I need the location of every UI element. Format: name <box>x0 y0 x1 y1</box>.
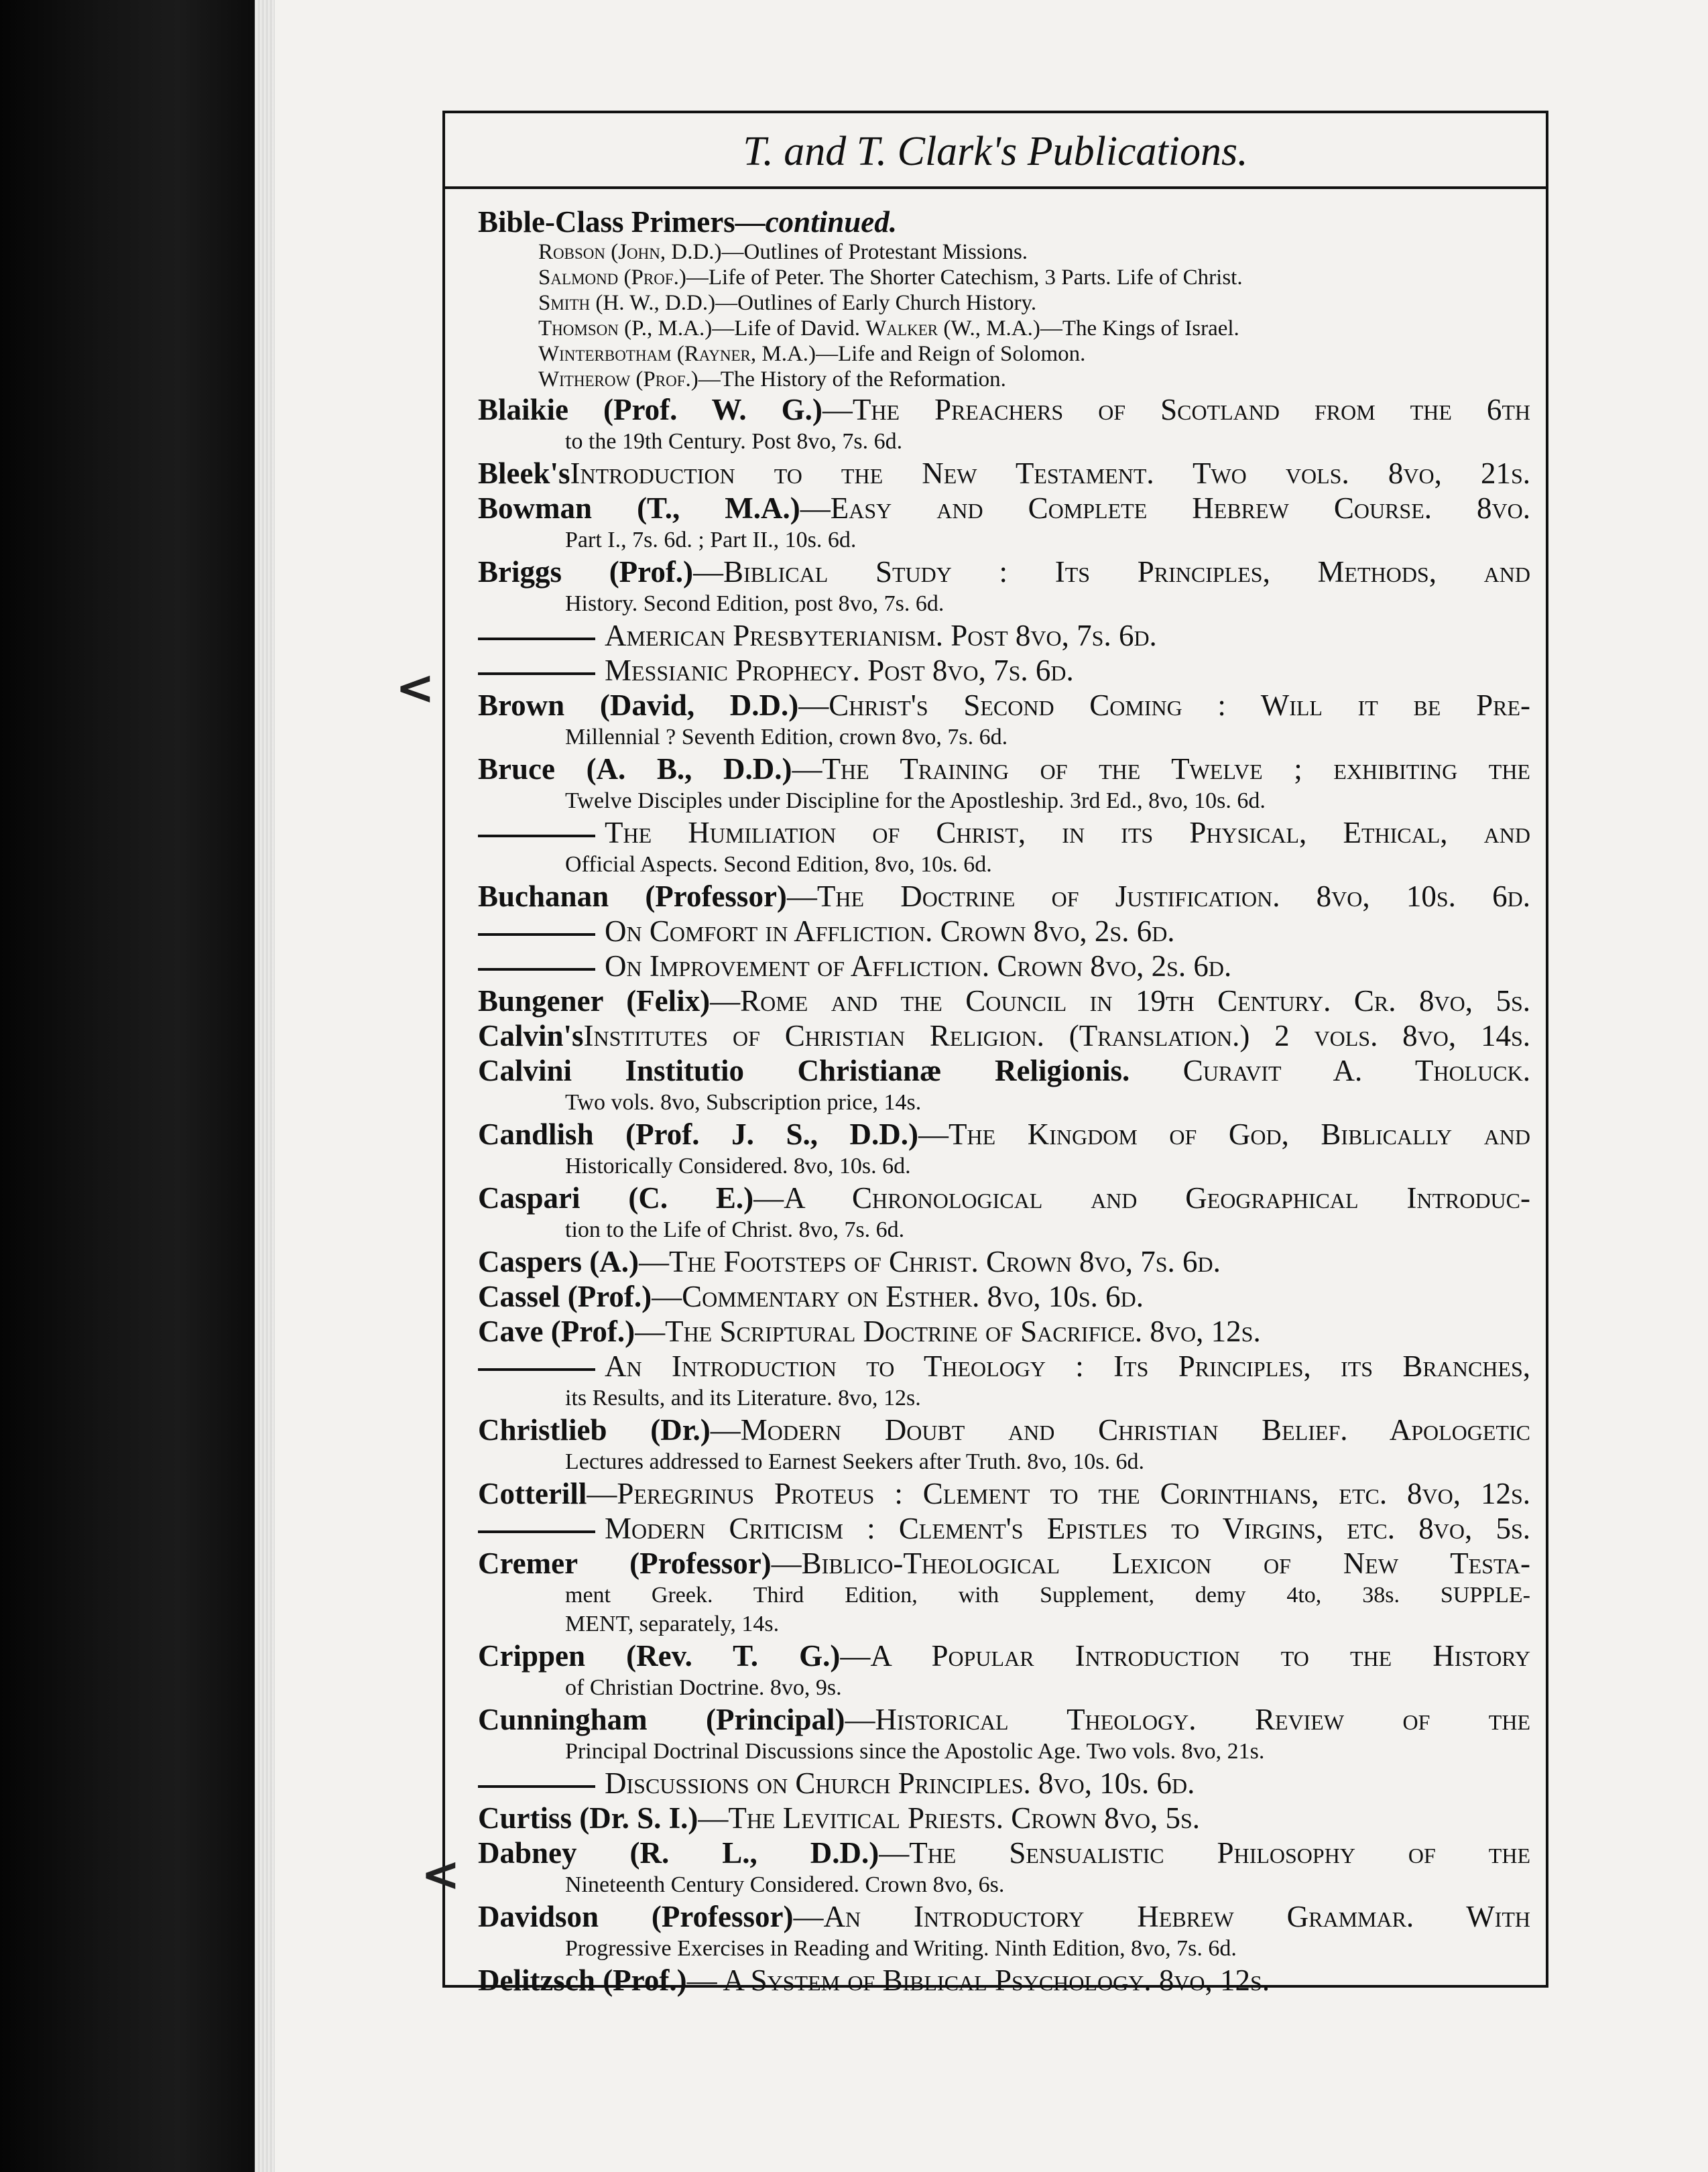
entry-title: —The Sensualistic Philosophy of the <box>879 1836 1530 1870</box>
catalogue-entry <box>478 879 1530 914</box>
entry-continuation <box>478 1088 1530 1117</box>
primer-title: —The History of the Reformation. <box>698 367 1006 391</box>
entry-detail: Part I., 7s. 6d. ; Part II., 10s. 6d. <box>565 528 857 552</box>
entry-continuation <box>478 1581 1530 1610</box>
entry-detail: Two vols. 8vo, Subscription price, 14s. <box>565 1090 922 1115</box>
entry-title: —The Footsteps of Christ. Crown 8vo, 7s. 6d. <box>638 1245 1221 1278</box>
primer-author: Walker (W., M.A.) <box>865 316 1040 341</box>
entry-continuation <box>478 1384 1530 1412</box>
catalogue-entry <box>478 1702 1530 1737</box>
entry-continuation <box>478 1215 1530 1244</box>
entry-detail: ment Greek. Third Edition, with Supplement, demy 4to, 38s. SUPPLE- <box>565 1583 1530 1608</box>
entry-detail: to the 19th Century. Post 8vo, 7s. 6d. <box>565 429 903 454</box>
primer-item <box>478 239 1530 265</box>
primer-item <box>478 341 1530 367</box>
primer-title: —Outlines of Protestant Missions. <box>721 240 1028 264</box>
entry-title: —Modern Doubt and Christian Belief. Apologetic <box>710 1413 1530 1447</box>
margin-mark-1: < <box>395 660 435 715</box>
catalogue-entry <box>478 456 1530 491</box>
catalogue-entry <box>478 392 1530 427</box>
entry-title: American Presbyterianism. Post 8vo, 7s. 6d. <box>605 619 1157 652</box>
entry-continuation <box>478 526 1530 554</box>
catalogue-entry <box>478 1244 1530 1279</box>
catalogue-list <box>478 204 1530 1998</box>
primer-author: Robson (John, D.D.) <box>538 240 722 264</box>
entry-detail: Progressive Exercises in Reading and Writing. Ninth Edition, 8vo, 7s. 6d. <box>565 1936 1237 1961</box>
entry-author: Caspari (C. E.) <box>478 1181 754 1215</box>
entry-author: Crippen (Rev. T. G.) <box>478 1639 841 1673</box>
catalogue-entry <box>478 1279 1530 1314</box>
entry-author: Buchanan (Professor) <box>478 880 787 913</box>
catalogue-entry <box>478 491 1530 526</box>
primer-author: Witherow (Prof.) <box>538 367 698 391</box>
entry-continuation <box>478 1934 1530 1963</box>
entry-continuation <box>478 1737 1530 1766</box>
entry-author: Calvini Institutio Christianæ Religionis. <box>478 1054 1130 1087</box>
catalogue-entry <box>478 204 1530 239</box>
catalogue-entry <box>478 1899 1530 1934</box>
entry-continuation <box>478 1870 1530 1899</box>
catalogue-entry <box>478 1638 1530 1673</box>
primer-author: Smith (H. W., D.D.) <box>538 291 716 315</box>
entry-title: Discussions on Church Principles. 8vo, 10s. 6d. <box>605 1766 1195 1800</box>
ditto-entry <box>478 618 1530 653</box>
entry-title: —Rome and the Council in 19th Century. Cr. 8vo, 5s. <box>710 984 1530 1018</box>
entry-author: Davidson (Professor) <box>478 1900 794 1933</box>
entry-continuation <box>478 1673 1530 1702</box>
catalogue-entry <box>478 1181 1530 1215</box>
catalogue-entry <box>478 983 1530 1018</box>
entry-title: Curavit A. Tholuck. <box>1130 1054 1530 1087</box>
entry-detail: Millennial ? Seventh Edition, crown 8vo, 7s. 6d. <box>565 725 1008 749</box>
entry-continuation <box>478 1610 1530 1638</box>
ditto-entry <box>478 1349 1530 1384</box>
entry-title: —Commentary on Esther. 8vo, 10s. 6d. <box>652 1280 1144 1313</box>
primer-author: Salmond (Prof.) <box>538 265 686 290</box>
entry-title: continued. <box>765 205 897 239</box>
entry-author: Bible-Class Primers— <box>478 205 766 239</box>
entry-title: —Biblico-Theological Lexicon of New Testa- <box>771 1547 1530 1580</box>
entry-continuation <box>478 723 1530 751</box>
catalogue-entry <box>478 1018 1530 1053</box>
entry-title: An Introduction to Theology : Its Principles, its Branches, <box>605 1349 1530 1383</box>
entry-author: Cremer (Professor) <box>478 1547 772 1580</box>
entry-detail: History. Second Edition, post 8vo, 7s. 6d. <box>565 591 944 616</box>
entry-title: —A Popular Introduction to the History <box>840 1639 1530 1673</box>
primer-item <box>478 316 1530 341</box>
ditto-dash <box>478 672 595 675</box>
entry-title: —Christ's Second Coming : Will it be Pre- <box>798 688 1530 722</box>
ditto-dash <box>478 1785 595 1788</box>
primer-item <box>478 290 1530 316</box>
ditto-entry <box>478 1511 1530 1546</box>
entry-title: —An Introductory Hebrew Grammar. With <box>793 1900 1531 1933</box>
entry-author: Cave (Prof.) <box>478 1315 635 1348</box>
ditto-dash <box>478 835 595 837</box>
entry-author: Candlish (Prof. J. S., D.D.) <box>478 1118 919 1151</box>
entry-author: Cotterill <box>478 1477 587 1510</box>
entry-author: Dabney (R. L., D.D.) <box>478 1836 879 1870</box>
entry-detail: Official Aspects. Second Edition, 8vo, 10s. 6d. <box>565 852 992 877</box>
primer-title: —Life of David. <box>712 316 866 341</box>
primer-title: —The Kings of Israel. <box>1040 316 1239 341</box>
entry-title: —The Levitical Priests. Crown 8vo, 5s. <box>698 1801 1201 1835</box>
catalogue-entry <box>478 751 1530 786</box>
ditto-entry <box>478 949 1530 983</box>
entry-title: Modern Criticism : Clement's Epistles to Virgins, etc. 8vo, 5s. <box>605 1512 1530 1545</box>
entry-title: —The Scriptural Doctrine of Sacrifice. 8vo, 12s. <box>635 1315 1261 1348</box>
entry-author: Calvin's <box>478 1019 584 1052</box>
entry-detail: Historically Considered. 8vo, 10s. 6d. <box>565 1154 911 1179</box>
entry-title: —The Kingdom of God, Biblically and <box>918 1118 1530 1151</box>
entry-detail: tion to the Life of Christ. 8vo, 7s. 6d. <box>565 1217 905 1242</box>
primer-title: —Life and Reign of Solomon. <box>816 342 1086 366</box>
entry-author: Blaikie (Prof. W. G.) <box>478 393 822 426</box>
entry-detail: Lectures addressed to Earnest Seekers after Truth. 8vo, 10s. 6d. <box>565 1449 1144 1474</box>
primer-title: —Outlines of Early Church History. <box>715 291 1037 315</box>
entry-author: Bowman (T., M.A.) <box>478 491 800 525</box>
entry-title: Institutes of Christian Religion. (Translation.) 2 vols. 8vo, 14s. <box>583 1019 1530 1052</box>
entry-detail: MENT, separately, 14s. <box>565 1612 780 1636</box>
catalogue-entry <box>478 1412 1530 1447</box>
entry-detail: Principal Doctrinal Discussions since the Apostolic Age. Two vols. 8vo, 21s. <box>565 1739 1265 1764</box>
entry-author: Bleek's <box>478 457 570 490</box>
entry-title: —Historical Theology. Review of the <box>845 1703 1530 1736</box>
ditto-dash <box>478 933 595 936</box>
catalogue-entry <box>478 1314 1530 1349</box>
catalogue-entry <box>478 554 1530 589</box>
catalogue-entry <box>478 1963 1530 1998</box>
running-head: T. and T. Clark's Publications. <box>743 129 1248 174</box>
primer-item <box>478 265 1530 290</box>
entry-author: Brown (David, D.D.) <box>478 688 799 722</box>
entry-title: Introduction to the New Testament. Two vols. 8vo, 21s. <box>570 457 1530 490</box>
entry-author: Caspers (A.) <box>478 1245 639 1278</box>
entry-title: —Peregrinus Proteus : Clement to the Corinthians, etc. 8vo, 12s. <box>587 1477 1530 1510</box>
entry-title: —The Preachers of Scotland from the 6th <box>822 393 1531 426</box>
entry-title: —The Training of the Twelve ; exhibiting the <box>792 752 1530 786</box>
ditto-dash <box>478 1368 595 1371</box>
catalogue-entry <box>478 688 1530 723</box>
entry-title: — A System of Biblical Psychology. 8vo, 12s. <box>686 1964 1270 1997</box>
entry-title: —Easy and Complete Hebrew Course. 8vo. <box>800 491 1531 525</box>
ditto-entry <box>478 1766 1530 1801</box>
entry-continuation <box>478 850 1530 879</box>
catalogue-entry <box>478 1117 1530 1152</box>
ditto-dash <box>478 1530 595 1533</box>
entry-author: Bruce (A. B., D.D.) <box>478 752 792 786</box>
header-rule <box>442 186 1548 189</box>
entry-continuation <box>478 786 1530 815</box>
entry-detail: Twelve Disciples under Discipline for the Apostleship. 3rd Ed., 8vo, 10s. 6d. <box>565 788 1266 813</box>
entry-title: —Biblical Study : Its Principles, Methods, and <box>693 555 1530 589</box>
ditto-dash <box>478 638 595 640</box>
entry-continuation <box>478 427 1530 456</box>
catalogue-entry <box>478 1801 1530 1835</box>
catalogue-entry <box>478 1546 1530 1581</box>
book-gutter <box>0 0 255 2172</box>
entry-author: Delitzsch (Prof.) <box>478 1964 687 1997</box>
ditto-entry <box>478 653 1530 688</box>
entry-detail: its Results, and its Literature. 8vo, 12s. <box>565 1386 921 1410</box>
entry-continuation <box>478 589 1530 618</box>
ditto-dash <box>478 968 595 971</box>
catalogue-entry <box>478 1476 1530 1511</box>
entry-title: —The Doctrine of Justification. 8vo, 10s. 6d. <box>786 880 1531 913</box>
entry-detail: Nineteenth Century Considered. Crown 8vo, 6s. <box>565 1872 1005 1897</box>
entry-author: Briggs (Prof.) <box>478 555 694 589</box>
entry-detail: of Christian Doctrine. 8vo, 9s. <box>565 1675 842 1700</box>
entry-title: On Comfort in Affliction. Crown 8vo, 2s. 6d. <box>605 914 1175 948</box>
margin-mark-2: < <box>421 1847 461 1902</box>
entry-title: —A Chronological and Geographical Introduc- <box>753 1181 1530 1215</box>
entry-author: Christlieb (Dr.) <box>478 1413 711 1447</box>
entry-continuation <box>478 1447 1530 1476</box>
primer-item <box>478 367 1530 392</box>
entry-author: Cunningham (Principal) <box>478 1703 845 1736</box>
entry-author: Cassel (Prof.) <box>478 1280 652 1313</box>
catalogue-entry <box>478 1835 1530 1870</box>
entry-author: Bungener (Felix) <box>478 984 711 1018</box>
entry-title: On Improvement of Affliction. Crown 8vo, 2s. 6d. <box>605 949 1232 983</box>
entry-title: Messianic Prophecy. Post 8vo, 7s. 6d. <box>605 654 1074 687</box>
ditto-entry <box>478 815 1530 850</box>
primer-author: Thomson (P., M.A.) <box>538 316 713 341</box>
entry-title: The Humiliation of Christ, in its Physical, Ethical, and <box>605 816 1530 849</box>
entry-author: Curtiss (Dr. S. I.) <box>478 1801 698 1835</box>
catalogue-entry <box>478 1053 1530 1088</box>
page-edges <box>255 0 275 2172</box>
primer-title: —Life of Peter. The Shorter Catechism, 3 Parts. Life of Christ. <box>686 265 1243 290</box>
ditto-entry <box>478 914 1530 949</box>
primer-author: Winterbotham (Rayner, M.A.) <box>538 342 816 366</box>
entry-continuation <box>478 1152 1530 1181</box>
